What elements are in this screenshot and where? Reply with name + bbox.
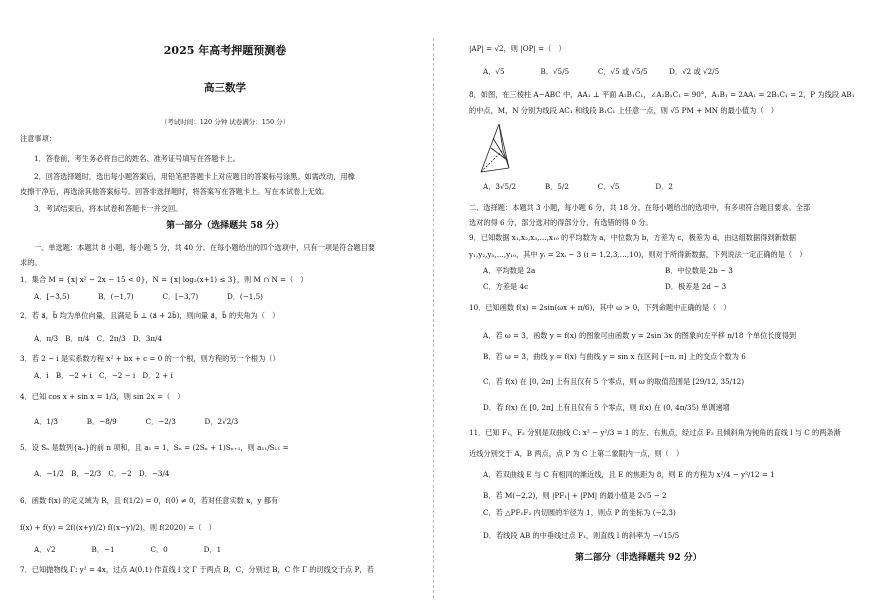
part2-intro: 选对的得 6 分，部分选对的得部分分，有选错的得 0 分。 (469, 218, 653, 227)
question-stem: 的中点，M，N 分别为线段 AC₁ 和线段 B₁C₁ 上任意一点，则 √5 PM + MN 的最小值为（ ） (469, 106, 778, 115)
question-stem: 4．已知 cos x + sin x = 1/3，则 sin 2x =（ ） (20, 392, 185, 401)
exam-subtitle: 高三数学 (204, 82, 246, 94)
part1-heading: 第一部分（选择题共 58 分） (166, 221, 284, 231)
question-stem: 11．已知 F₁，F₂ 分别是双曲线 C: x² − y²/3 = 1 的左、右焦点，经过点 F₂ 且倾斜角为钝角的直线 l 与 C 的两条渐 (469, 428, 841, 437)
exam-title: 2025 年高考押题预测卷 (163, 44, 287, 57)
question-stem: 近线分别交于 A，B 两点，点 P 为 C 上第二象限内一点，则（ ） (469, 449, 684, 458)
question-stem: 1．集合 M = {x| x² − 2x − 15 < 0}，N = {x| log₂(x+1) ≤ 3}，则 M ∩ N =（ ） (20, 275, 308, 284)
question-stem: 7．已知抛物线 Γ: y² = 4x，过点 A(0,1) 作直线 l 交 Γ 于两点 B，C，分别过 B，C 作 Γ 的切线交于点 P，若 (20, 565, 374, 574)
question-option: B．中位数是 2b − 3 (665, 266, 733, 275)
question-stem-continued: |AP| = √2，则 |OP| =（ ） (469, 44, 566, 53)
note-item: 皮擦干净后，再选涂其他答案标号。回答非选择题时，将答案写在答题卡上。写在本试卷上无效。 (20, 187, 330, 196)
note-item: 2．回答选择题时，选出每小题答案后，用铅笔把答题卡上对应题目的答案标号涂黑。如需改动，用橡 (34, 172, 355, 181)
question-option: B．若 M(−2,2)，则 |PF₁| + |PM| 的最小值是 2√5 − 2 (483, 491, 667, 500)
question-options: A．√5 B．√5/5 C．√5 或 √5/5 D．√2 或 √2/5 (483, 67, 720, 76)
prism-figure (471, 120, 531, 180)
question-stem: y₁,y₂,y₃,…,y₁₀，其中 yᵢ = 2xᵢ − 3 (i = 1,2,3,…,10)，则对于所得新数据，下列说法一定正确的是（ ） (469, 250, 807, 259)
notes-heading: 注意事项： (20, 134, 56, 143)
question-option: D．极差是 2d − 3 (665, 282, 727, 291)
question-options: A．−1/2 B．−2/3 C．−2 D．−3/4 (34, 469, 170, 478)
column-divider (433, 38, 434, 598)
part2-heading: 第二部分（非选择题共 92 分） (575, 553, 702, 563)
question-option: A．若双曲线 E 与 C 有相同的渐近线，且 E 的焦距为 8，则 E 的方程为 x²/4 − y²/12 = 1 (483, 470, 775, 479)
question-option: C．方差是 4c (483, 282, 529, 291)
question-option: C．若 f(x) 在 [0, 2π] 上有且仅有 5 个零点，则 ω 的取值范围是 [29/12, 35/12) (483, 377, 745, 386)
question-stem: 2．若 a⃗，b⃗ 均为单位向量，且满足 b⃗ ⊥ (a⃗ + 2b⃗)，则向量 a⃗，b⃗ 的夹角为（ ） (20, 311, 280, 320)
question-stem: 9．已知数据 x₁,x₂,x₃,…,x₁₀ 的平均数为 a，中位数为 b，方差为 c，极差为 d，由这组数据得到新数据 (469, 233, 797, 242)
question-stem: 10．已知函数 f(x) = 2sin(ωx + π/6)，其中 ω > 0，下列命题中正确的是（ ） (469, 303, 731, 312)
question-stem: 5．设 Sₙ 是数列{aₙ}的前 n 项和，且 a₁ = 1，Sₙ = (2Sₙ + 1)Sₙ₊₁，则 a₁₁/S₁₁ = (20, 443, 289, 452)
question-stem: 6．函数 f(x) 的定义域为 R，且 f(1/2) = 0，f(0) ≠ 0，若对任意实数 x，y 都有 (20, 496, 279, 505)
question-options: A．i B．−2 + i C．−2 − i D．2 + i (34, 371, 173, 380)
question-option: B．若 ω = 3，曲线 y = f(x) 与曲线 y = sin x 在区间 [−π, π] 上的交点个数为 6 (483, 352, 746, 361)
question-option: D．若线段 AB 的中垂线过点 F₁，则直线 l 的斜率为 −√15/5 (483, 531, 680, 540)
question-options: A．π/3 B．π/4 C．2π/3 D．3π/4 (34, 334, 163, 343)
part1-intro: 一、单选题：本题共 8 小题，每小题 5 分，共 40 分。在每小题给出的四个选项中，只有一项是符合题目要 (34, 243, 376, 252)
part1-intro: 求的。 (20, 258, 42, 267)
question-options: A．√2 B．−1 C．0 D．1 (34, 545, 222, 554)
note-item: 1．答卷前，考生务必将自己的姓名、准考证号填写在答题卡上。 (34, 154, 240, 163)
question-option: C．若 △PF₁F₂ 内切圆的半径为 1，则点 P 的坐标为 (−2,3) (483, 508, 676, 517)
question-option: A．平均数是 2a (483, 266, 536, 275)
question-stem: 3．若 2 − i 是实系数方程 x² + bx + c = 0 的一个根，则方程的另一个根为（） (20, 354, 280, 363)
question-options: A．3√5/2 B．5/2 C．√5 D．2 (483, 182, 673, 191)
question-stem: 8．如图，在三棱柱 A−ABC 中，AA₁ ⊥ 平面 A₁B₁C₁，∠A₁B₁C₁ = 90°，A₁B₁ = 2AA₁ = 2B₁C₁ = 2，P 为线段 AB₁ (469, 90, 855, 99)
question-options: A．1/3 B．−8/9 C．−2/3 D．2√2/3 (34, 417, 239, 426)
question-option: A．若 ω = 3，函数 y = f(x) 的图象可由函数 y = 2sin 3x 的图象向左平移 π/18 个单位长度得到 (483, 331, 797, 340)
exam-info: （考试时间：120 分钟 试卷满分：150 分） (160, 118, 290, 126)
question-options: A．[−3,5) B．(−1,7) C．[−3,7) D．(−1,5) (34, 292, 263, 301)
note-item: 3．考试结束后，将本试卷和答题卡一并交回。 (34, 204, 183, 213)
part2-intro: 二、选择题：本题共 3 小题，每小题 6 分，共 18 分。在每小题给出的选项中，有多项符合题目要求。全部 (469, 203, 811, 212)
question-formula: f(x) + f(y) = 2f((x+y)/2) f((x−y)/2)，则 f(2020) =（ ） (20, 523, 216, 532)
question-option: D．若 f(x) 在 [0, 2π] 上有且仅有 5 个零点，则 f(x) 在 (0, 4π/35) 单调递增 (483, 403, 730, 412)
